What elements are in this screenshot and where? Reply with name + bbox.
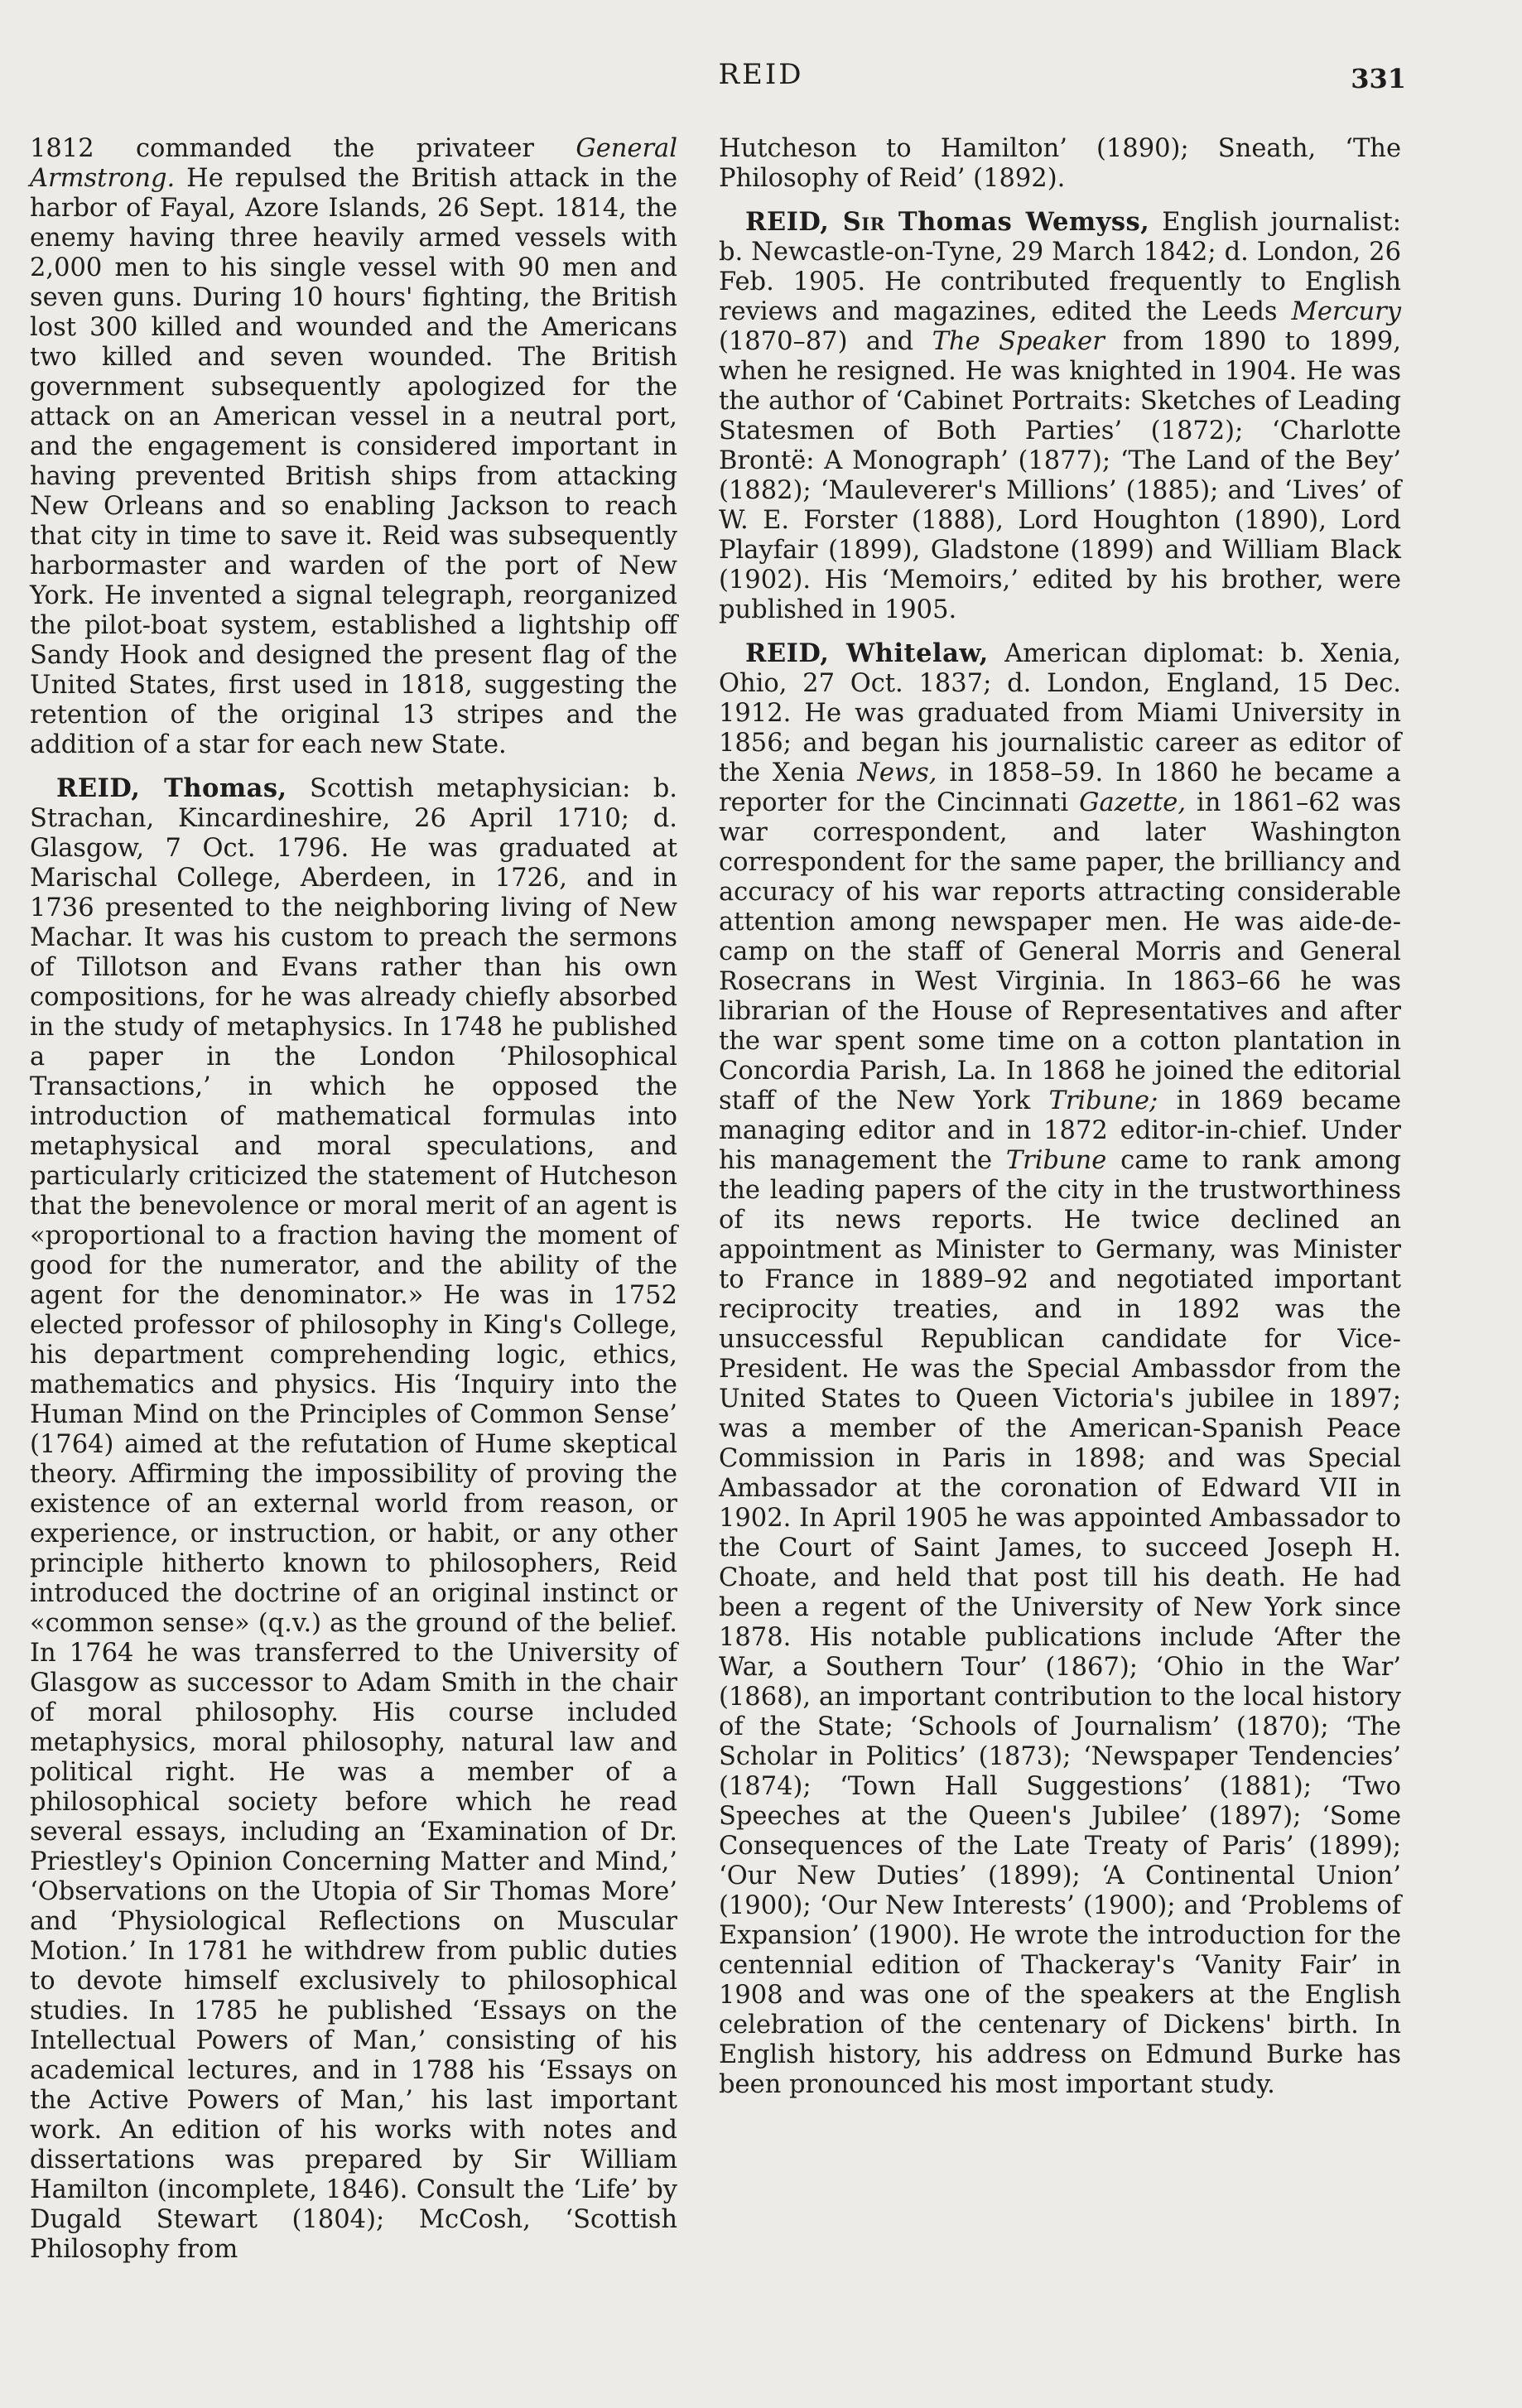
page-number: 331 [1351, 63, 1406, 94]
right-column [719, 134, 1401, 2113]
entry-text: (1870–87) and [719, 327, 932, 356]
entry-text: from 1890 to 1899, when he resigned. He was knighted in 1904. He was the author of ‘Cabinet Portraits: Sketches of Leading Statesmen of Both Parties’ (1872); ‘Charlotte Brontë: A Monograph’ (1877); ‘The Land of the Bey’ (1882); ‘Mauleverer's Millions’ (1885); and ‘Lives’ of W. E. Forster (1888), Lord Houghton (1890), Lord Playfair (1899), Gladstone (1899) and William Black (1902). His ‘Memoirs,’ edited by his brother, were published in 1905. [719, 327, 1401, 624]
entry-headword: REID, Whitelaw, [745, 638, 989, 668]
headword-part: REID, [745, 207, 843, 237]
publication-title: Tribune; [1048, 1086, 1158, 1115]
entry-reid-thomas [30, 773, 677, 2265]
entry-text: came to rank among the leading papers of the city in the trustworthiness of its news reports. He twice declined an appointment as Minister to Germany, was Minister to France in 1889–92 and negotiated important reciprocity treaties, and in 1892 was the unsuccessful Republican candidate for Vice-President. He was the Special Ambassdor from the United States to Queen Victoria's jubilee in 1897; was a member of the American-Spanish Peace Commission in Paris in 1898; and was Special Ambassador at the coronation of Edward VII in 1902. In April 1905 he was appointed Ambassador to the Court of Saint James, to succeed Joseph H. Choate, and held that post till his death. He had been a regent of the University of New York since 1878. His notable publications include ‘After the War, a Southern Tour’ (1867); ‘Ohio in the War’ (1868), an important contribution to the local history of the State; ‘Schools of Journalism’ (1870); ‘The Scholar in Politics’ (1873); ‘Newspaper Tendencies’ (1874); ‘Town Hall Suggestions’ (1881); ‘Two Speeches at the Queen's Jubilee’ (1897); ‘Some Consequences of the Late Treaty of Paris’ (1899); ‘Our New Duties’ (1899); ‘A Continental Union’ (1900); ‘Our New Interests’ (1900); and ‘Problems of Expansion’ (1900). He wrote the introduction for the centennial edition of Thackeray's ‘Vanity Fair’ in 1908 and was one of the speakers at the English celebration of the centenary of Dickens' birth. In English history, his address on Edmund Burke has been pronounced his most important study. [719, 1146, 1401, 2099]
entry-text: American diplomat: b. Xenia, Ohio, 27 Oct. 1837; d. London, England, 15 Dec. 1912. He was graduated from Miami University in 1856; and began his journalistic career as editor of the Xenia [719, 639, 1401, 787]
publication-title: The Speaker [932, 327, 1105, 356]
publication-title: Gazette, [1079, 788, 1187, 817]
entry-headword [745, 207, 1149, 237]
entry-text: Scottish metaphysician: b. Strachan, Kincardineshire, 26 April 1710; d. Glasgow, 7 Oct. 1796. He was graduated at Marischal College, Aberdeen, in 1726, and in 1736 presented to the neighboring living of New Machar. It was his custom to preach the sermons of Tillotson and Evans rather than his own compositions, for he was already chiefly absorbed in the study of metaphysics. In 1748 he published a paper in the London ‘Philosophical Transactions,’ in which he opposed the introduction of mathematical formulas into metaphysical and moral speculations, and particularly criticized the statement of Hutcheson that the benevolence or moral merit of an agent is «proportional to a fraction having the moment of good for the numerator, and the ability of the agent for the denominator.» He was in 1752 elected professor of philosophy in King's College, his department comprehending logic, ethics, mathematics and physics. His ‘Inquiry into the Human Mind on the Principles of Common Sense’ (1764) aimed at the refutation of Hume skeptical theory. Affirming the impossibility of proving the existence of an external world from reason, or experience, or instruction, or habit, or any other principle hitherto known to philosophers, Reid introduced the doctrine of an original instinct or «common sense» (q.v.) as the ground of the belief. In 1764 he was transferred to the University of Glasgow as successor to Adam Smith in the chair of moral philosophy. His course included metaphysics, moral philosophy, natural law and political right. He was a member of a philosophical society before which he read several essays, including an ‘Examination of Dr. Priestley's Opinion Concerning Matter and Mind,’ ‘Observations on the Utopia of Sir Thomas More’ and ‘Physiological Reflections on Muscular Motion.’ In 1781 he withdrew from public duties to devote himself exclusively to philosophical studies. In 1785 he published ‘Essays on the Intellectual Powers of Man,’ consisting of his academical lectures, and in 1788 his ‘Essays on the Active Powers of Man,’ his last important work. An edition of his works with notes and dissertations was prepared by Sir William Hamilton (incomplete, 1846). Consult the ‘Life’ by Dugald Stewart (1804); McCosh, ‘Scottish Philosophy from [30, 774, 677, 2264]
entry-text: in 1869 became managing editor and in 1872 editor-in-chief. Under his management the [719, 1086, 1401, 1175]
entry-reid-whitelaw [719, 638, 1401, 2100]
paragraph-text: He repulsed the British attack in the harbor of Fayal, Azore Islands, 26 Sept. 1814, the enemy having three heavily armed vessels with 2,000 men to his single vessel with 90 men and seven guns. During 10 hours' fighting, the British lost 300 killed and wounded and the Americans two killed and seven wounded. The British government subsequently apologized for the attack on an American vessel in a neutral port, and the engagement is considered important in having prevented British ships from attacking New Orleans and so enabling Jackson to reach that city in time to save it. Reid was subsequently harbormaster and warden of the port of New York. He invented a signal telegraph, reorganized the pilot-boat system, established a lightship off Sandy Hook and designed the present flag of the United States, first used in 1818, suggesting the retention of the original 13 stripes and the addition of a star for each new State. [30, 164, 677, 759]
entry-reid-thomas-wemyss [719, 207, 1401, 625]
left-column [30, 134, 677, 2278]
paragraph-reid-thomas-continued: Hutcheson to Hamilton’ (1890); Sneath, ‘The Philosophy of Reid’ (1892). [719, 134, 1401, 193]
publication-title: Mercury [1291, 297, 1401, 326]
paragraph-reid-samuel-chester-continued [30, 134, 677, 760]
entry-text: in 1858–59. In 1860 he became a reporter for the Cincinnati [719, 759, 1401, 817]
ship-name: General Armstrong. [30, 134, 677, 193]
entry-text: English journalist: b. Newcastle-on-Tyne, 29 March 1842; d. London, 26 Feb. 1905. He contributed frequently to English reviews and magazines, edited the Leeds [719, 208, 1401, 326]
entry-text: in 1861–62 was war correspondent, and later Washington correspondent for the same paper, the brilliancy and accuracy of his war reports attracting considerable attention among newspaper men. He was aide-de-camp on the staff of General Morris and General Rosecrans in West Virginia. In 1863–66 he was librarian of the House of Representatives and after the war spent some time on a cotton plantation in Concordia Parish, La. In 1868 he joined the editorial staff of the New York [719, 788, 1402, 1115]
publication-title: News, [857, 759, 937, 787]
headword-part: Thomas Wemyss, [884, 207, 1150, 237]
entry-headword: REID, Thomas, [56, 773, 287, 803]
publication-title: Tribune [1005, 1146, 1107, 1175]
headword-title: Sir [842, 207, 885, 237]
running-head: REID [718, 58, 804, 91]
paragraph-text: 1812 commanded the privateer [30, 134, 576, 163]
